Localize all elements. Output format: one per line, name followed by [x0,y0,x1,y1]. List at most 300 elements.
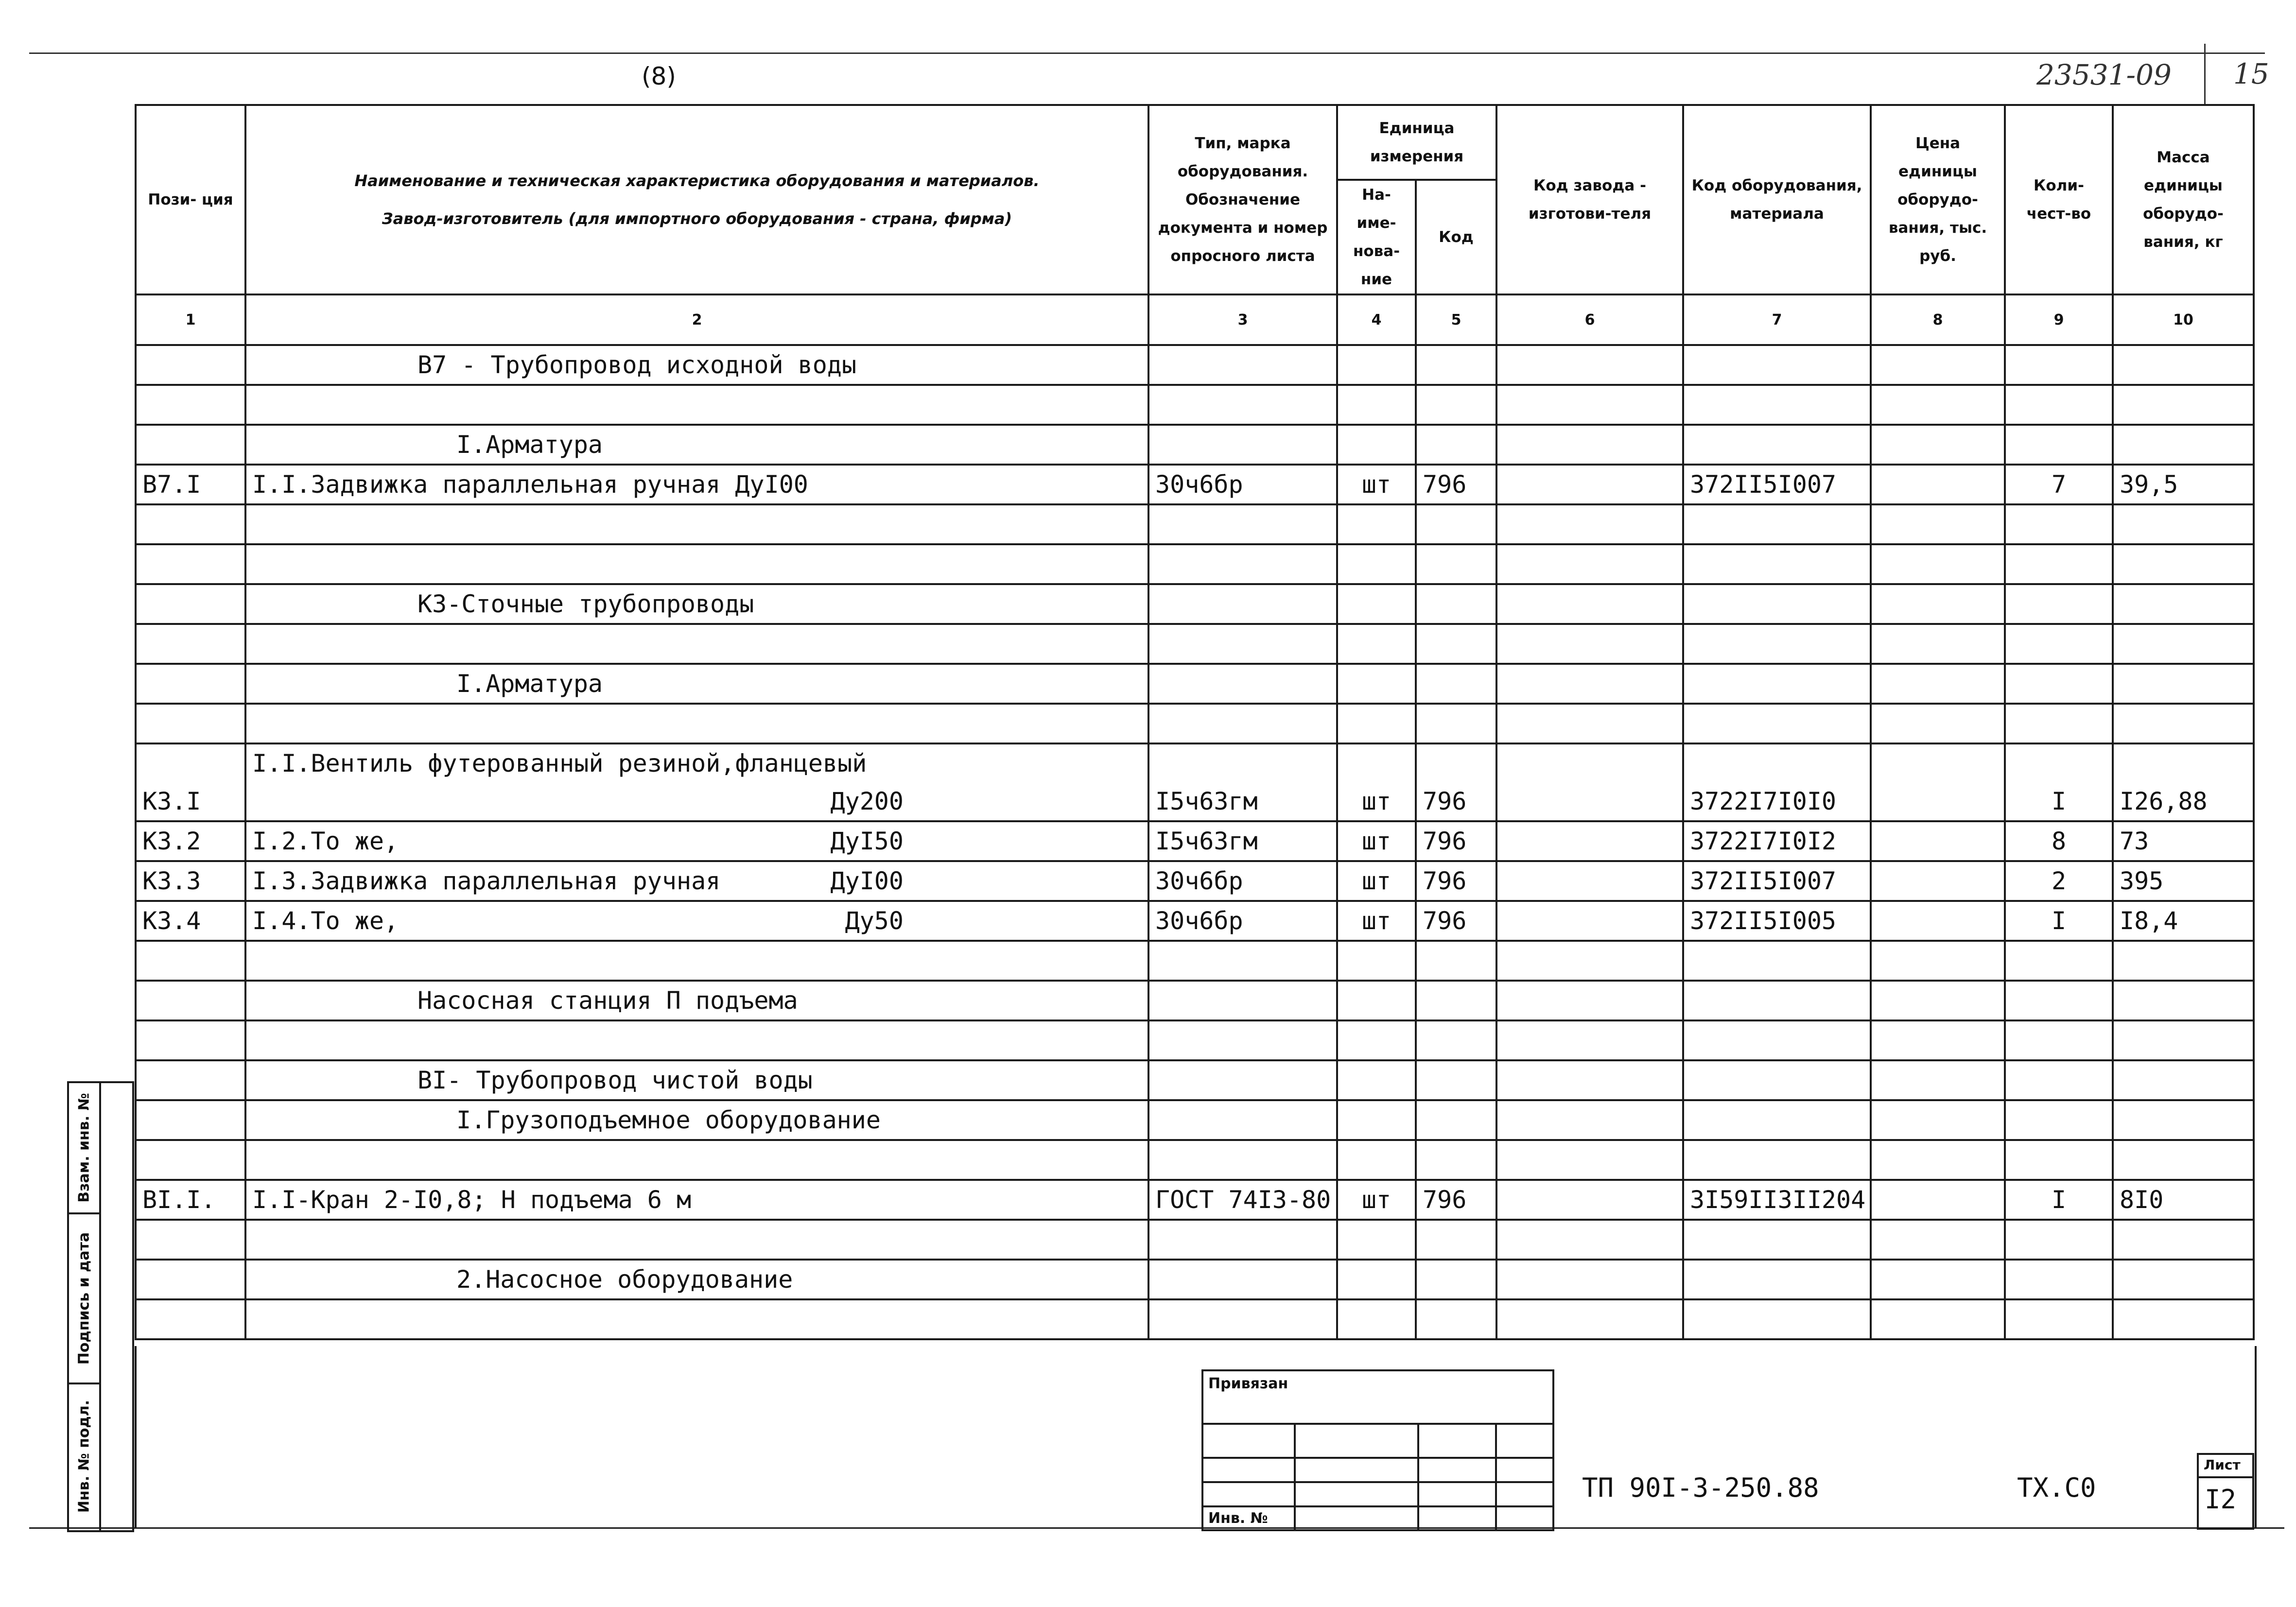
stamp-line [1203,1481,1552,1483]
price-cell [1871,1060,2005,1100]
position-cell: К3.2 [136,821,245,861]
unit-name-cell: шт [1337,465,1416,504]
mass-cell: I8,4 [2113,901,2254,941]
mass-cell [2113,1060,2254,1100]
section-title: Насосная станция П подъема [417,986,798,1015]
type-cell: I5ч63гм [1148,743,1337,821]
mass-cell [2113,664,2254,704]
column-number: 1 [136,294,245,345]
unit-name-cell [1337,584,1416,624]
unit-code-cell [1416,504,1496,544]
mass-cell [2113,1020,2254,1060]
position-cell: К3.3 [136,861,245,901]
price-cell [1871,1020,2005,1060]
mass-cell [2113,385,2254,425]
type-cell [1148,1260,1337,1299]
unit-code-cell: 796 [1416,743,1496,821]
unit-name-cell [1337,1140,1416,1180]
price-cell [1871,1100,2005,1140]
top-divider [2204,44,2206,104]
section-row [136,1260,2254,1299]
sheet-code: ТХ.С0 [2017,1472,2096,1503]
maker-code-cell [1496,544,1683,584]
stamp-line [1203,1505,1552,1507]
maker-code-cell [1496,345,1683,385]
unit-name-cell [1337,981,1416,1020]
column-number: 5 [1416,294,1496,345]
item-name: I.4.То же, [252,907,399,935]
item-name: I.I.Задвижка параллельная ручная ДуI00 [252,470,808,499]
type-cell: 30ч6бр [1148,861,1337,901]
vzam-inv-cell [69,1083,99,1214]
maker-code-cell [1496,385,1683,425]
column-number: 8 [1871,294,2005,345]
item-dn: Ду50 [845,907,904,935]
type-cell [1148,664,1337,704]
qty-cell: I [2005,901,2113,941]
qty-cell [2005,345,2113,385]
stamp-vline [1495,1425,1497,1529]
price-cell [1871,1260,2005,1299]
mass-cell: 73 [2113,821,2254,861]
section-title: В7 - Трубопровод исходной воды [417,351,857,379]
equip-code-cell [1683,1140,1871,1180]
position-cell [136,1260,245,1299]
col-header-equip-code: Код оборудования, материала [1683,105,1871,294]
equip-code-cell [1683,1060,1871,1100]
position-cell: В7.I [136,465,245,504]
qty-cell: I [2005,1180,2113,1220]
sheet-box [2197,1453,2254,1530]
qty-cell [2005,1260,2113,1299]
maker-code-cell [1496,624,1683,664]
blank-row [136,385,2254,425]
unit-name-cell [1337,425,1416,465]
col-header-type: Тип, марка оборудования. Обозначение документа и номер опросного листа [1148,105,1337,294]
item-dn: Ду200 [830,787,904,815]
unit-name-cell: шт [1337,861,1416,901]
unit-name-cell [1337,1299,1416,1339]
name-cell [245,624,1148,664]
unit-code-cell [1416,1299,1496,1339]
qty-cell [2005,1100,2113,1140]
stamp-line [1203,1423,1552,1425]
type-cell [1148,624,1337,664]
column-number: 2 [245,294,1148,345]
column-number: 6 [1496,294,1683,345]
project-code: ТП 90I-3-250.88 [1582,1472,1819,1503]
col-header-unit-code: Код [1416,180,1496,294]
qty-cell [2005,1140,2113,1180]
sheet-number-top: 15 [2233,57,2269,90]
name-cell [245,1220,1148,1260]
qty-cell [2005,385,2113,425]
maker-code-cell [1496,1180,1683,1220]
equip-code-cell: 372II5I005 [1683,901,1871,941]
maker-code-cell [1496,901,1683,941]
type-cell [1148,345,1337,385]
price-cell [1871,941,2005,981]
column-number: 9 [2005,294,2113,345]
unit-name-cell: шт [1337,743,1416,821]
binding-stamp [1201,1369,1554,1531]
subsection-title: I.Арматура [456,670,603,698]
table-row [136,743,2254,821]
equip-code-cell [1683,345,1871,385]
item-name: I.I-Кран 2-I0,8; Н подъема 6 м [252,1186,692,1214]
unit-code-cell: 796 [1416,901,1496,941]
name-cell [245,1100,1148,1140]
blank-row [136,1299,2254,1339]
unit-code-cell [1416,1140,1496,1180]
position-cell [136,624,245,664]
type-cell: ГОСТ 74I3-80 [1148,1180,1337,1220]
blank-row [136,1020,2254,1060]
inv-orig-cell [69,1384,99,1528]
mass-cell [2113,704,2254,743]
sheet-box-line [2199,1476,2252,1478]
type-cell [1148,1020,1337,1060]
unit-code-cell [1416,941,1496,981]
maker-code-cell [1496,1100,1683,1140]
price-cell [1871,504,2005,544]
price-cell [1871,901,2005,941]
price-cell [1871,664,2005,704]
qty-cell [2005,1060,2113,1100]
position-cell [136,1060,245,1100]
sign-date-label: Подпись и дата [75,1232,93,1365]
unit-code-cell [1416,385,1496,425]
position-cell [136,1140,245,1180]
name-cell [245,465,1148,504]
equip-code-cell [1683,1100,1871,1140]
mass-cell [2113,584,2254,624]
inv-label: Инв. № [1208,1510,1268,1527]
equip-code-cell [1683,981,1871,1020]
equip-code-cell [1683,544,1871,584]
section-row [136,345,2254,385]
mass-cell [2113,504,2254,544]
unit-code-cell [1416,704,1496,743]
price-cell [1871,1299,2005,1339]
item-dn: ДуI00 [830,867,904,895]
top-rule [29,52,2265,54]
column-number: 3 [1148,294,1337,345]
qty-cell: I [2005,743,2113,821]
unit-code-cell: 796 [1416,861,1496,901]
mass-cell [2113,425,2254,465]
name-cell [245,1299,1148,1339]
equip-code-cell [1683,504,1871,544]
mass-cell: 8I0 [2113,1180,2254,1220]
type-cell [1148,1140,1337,1180]
equip-code-cell: 3722I7I0I0 [1683,743,1871,821]
mass-cell [2113,1260,2254,1299]
qty-cell [2005,981,2113,1020]
name-cell [245,385,1148,425]
inv-orig-label: Инв. № подл. [75,1400,93,1513]
qty-cell [2005,704,2113,743]
unit-code-cell [1416,664,1496,704]
qty-cell [2005,544,2113,584]
unit-code-cell [1416,624,1496,664]
price-cell [1871,624,2005,664]
blank-row [136,504,2254,544]
type-cell [1148,385,1337,425]
qty-cell [2005,504,2113,544]
col-header-unit-name: На-име-нова-ние [1337,180,1416,294]
name-cell [245,345,1148,385]
sheet-number: I2 [2205,1484,2237,1515]
qty-cell: 2 [2005,861,2113,901]
equip-code-cell: 3722I7I0I2 [1683,821,1871,861]
maker-code-cell [1496,425,1683,465]
equip-code-cell: 372II5I007 [1683,861,1871,901]
unit-code-cell [1416,345,1496,385]
sign-date-cell [69,1214,99,1384]
unit-code-cell [1416,981,1496,1020]
subsection-title: I.Арматура [456,431,603,459]
name-cell [245,901,1148,941]
position-cell [136,425,245,465]
unit-name-cell [1337,1100,1416,1140]
left-bar-divider [99,1083,101,1530]
price-cell [1871,704,2005,743]
unit-name-cell [1337,664,1416,704]
position-cell [136,941,245,981]
type-cell [1148,1299,1337,1339]
item-dn: ДуI50 [830,827,904,855]
price-cell [1871,1180,2005,1220]
price-cell [1871,821,2005,861]
position-cell [136,1299,245,1339]
unit-name-cell [1337,1020,1416,1060]
col-header-qty: Коли-чест-во [2005,105,2113,294]
name-cell [245,544,1148,584]
unit-name-cell: шт [1337,901,1416,941]
qty-cell [2005,1299,2113,1339]
maker-code-cell [1496,704,1683,743]
mass-cell [2113,981,2254,1020]
unit-name-cell [1337,345,1416,385]
name-cell [245,861,1148,901]
maker-code-cell [1496,941,1683,981]
equip-code-cell [1683,664,1871,704]
blank-row [136,941,2254,981]
item-name: I.3.Задвижка параллельная ручная [252,867,721,895]
price-cell [1871,544,2005,584]
maker-code-cell [1496,504,1683,544]
name-cell [245,981,1148,1020]
unit-code-cell: 796 [1416,465,1496,504]
qty-cell [2005,624,2113,664]
unit-name-cell: шт [1337,821,1416,861]
unit-code-cell: 796 [1416,1180,1496,1220]
unit-name-cell [1337,504,1416,544]
equip-code-cell [1683,584,1871,624]
column-number: 7 [1683,294,1871,345]
price-cell [1871,584,2005,624]
position-cell [136,385,245,425]
page-label: (8) [642,62,676,90]
name-cell [245,1020,1148,1060]
unit-code-cell [1416,544,1496,584]
name-cell [245,1060,1148,1100]
position-cell [136,544,245,584]
type-cell [1148,584,1337,624]
table-row [136,821,2254,861]
name-cell [245,584,1148,624]
maker-code-cell [1496,1020,1683,1060]
name-cell [245,821,1148,861]
section-row [136,584,2254,624]
mass-cell [2113,1140,2254,1180]
position-cell [136,664,245,704]
name-cell [245,504,1148,544]
position-cell: ВI.I. [136,1180,245,1220]
type-cell: 30ч6бр [1148,901,1337,941]
maker-code-cell [1496,1060,1683,1100]
mass-cell: 395 [2113,861,2254,901]
name-cell [245,1260,1148,1299]
unit-name-cell: шт [1337,1180,1416,1220]
equip-code-cell [1683,1299,1871,1339]
blank-row [136,1140,2254,1180]
mass-cell [2113,941,2254,981]
mass-cell: 39,5 [2113,465,2254,504]
equip-code-cell [1683,624,1871,664]
type-cell [1148,1220,1337,1260]
position-cell [136,704,245,743]
equip-code-cell: 372II5I007 [1683,465,1871,504]
unit-name-cell [1337,1260,1416,1299]
section-row [136,1060,2254,1100]
document-number: 23531-09 [2036,58,2172,91]
blank-row [136,704,2254,743]
unit-code-cell [1416,1260,1496,1299]
type-cell [1148,981,1337,1020]
equip-code-cell [1683,941,1871,981]
equip-code-cell [1683,1260,1871,1299]
section-row [136,425,2254,465]
column-number-row [136,294,2254,345]
blank-row [136,544,2254,584]
price-cell [1871,345,2005,385]
qty-cell [2005,584,2113,624]
equip-code-cell: 3I59II3II204 [1683,1180,1871,1220]
item-name: I.I.Вентиль футерованный резиной,фланцевый [252,749,867,778]
name-cell [245,941,1148,981]
mass-cell: I26,88 [2113,743,2254,821]
unit-name-cell [1337,624,1416,664]
item-name: I.2.То же, [252,827,399,855]
mass-cell [2113,624,2254,664]
price-cell [1871,425,2005,465]
mass-cell [2113,345,2254,385]
blank-row [136,1220,2254,1260]
name-cell [245,425,1148,465]
qty-cell [2005,1220,2113,1260]
unit-name-cell [1337,941,1416,981]
col-header-mass: Масса единицы оборудо-вания, кг [2113,105,2254,294]
name-cell [245,1140,1148,1180]
type-cell [1148,504,1337,544]
maker-code-cell [1496,743,1683,821]
type-cell [1148,704,1337,743]
position-cell [136,345,245,385]
position-cell: К3.4 [136,901,245,941]
unit-code-cell [1416,1060,1496,1100]
maker-code-cell [1496,584,1683,624]
stamp-line [1203,1457,1552,1459]
position-cell [136,1220,245,1260]
price-cell [1871,465,2005,504]
maker-code-cell [1496,1220,1683,1260]
type-cell [1148,1060,1337,1100]
blank-row [136,624,2254,664]
name-cell [245,1180,1148,1220]
col-header-price: Цена единицы оборудо-вания, тыс. руб. [1871,105,2005,294]
unit-name-cell [1337,704,1416,743]
table-row [136,901,2254,941]
name-cell [245,743,1148,821]
unit-code-cell [1416,1020,1496,1060]
equip-code-cell [1683,1020,1871,1060]
maker-code-cell [1496,821,1683,861]
table-row [136,1180,2254,1220]
maker-code-cell [1496,981,1683,1020]
price-cell [1871,981,2005,1020]
type-cell: I5ч63гм [1148,821,1337,861]
mass-cell [2113,1220,2254,1260]
unit-name-cell [1337,544,1416,584]
equip-code-cell [1683,385,1871,425]
position-cell [136,1100,245,1140]
unit-code-cell [1416,584,1496,624]
col-header-unit: Единица измерения [1337,105,1496,180]
position-cell [136,504,245,544]
col-header-name-line2: Завод-изготовитель (для импортного оборудования - страна, фирма) [382,209,1012,228]
table-row [136,465,2254,504]
col-header-name-line1: Наименование и техническая характеристика оборудования и материалов. [354,172,1040,190]
section-row [136,981,2254,1020]
qty-cell [2005,941,2113,981]
column-number: 10 [2113,294,2254,345]
qty-cell [2005,425,2113,465]
section-title: ВI- Трубопровод чистой воды [417,1066,813,1094]
table-row [136,861,2254,901]
unit-code-cell [1416,425,1496,465]
vzam-inv-label: Взам. инв. № [75,1093,93,1203]
unit-code-cell [1416,1100,1496,1140]
subsection-title: 2.Насосное оборудование [456,1265,793,1294]
qty-cell [2005,664,2113,704]
maker-code-cell [1496,465,1683,504]
unit-code-cell [1416,1220,1496,1260]
type-cell [1148,544,1337,584]
type-cell [1148,941,1337,981]
maker-code-cell [1496,1260,1683,1299]
name-cell [245,664,1148,704]
mass-cell [2113,1299,2254,1339]
unit-name-cell [1337,385,1416,425]
price-cell [1871,1220,2005,1260]
unit-name-cell [1337,1060,1416,1100]
position-cell: К3.I [136,743,245,821]
col-header-maker-code: Код завода - изготови-теля [1496,105,1683,294]
qty-cell [2005,1020,2113,1060]
section-title: К3-Сточные трубопроводы [417,590,754,618]
